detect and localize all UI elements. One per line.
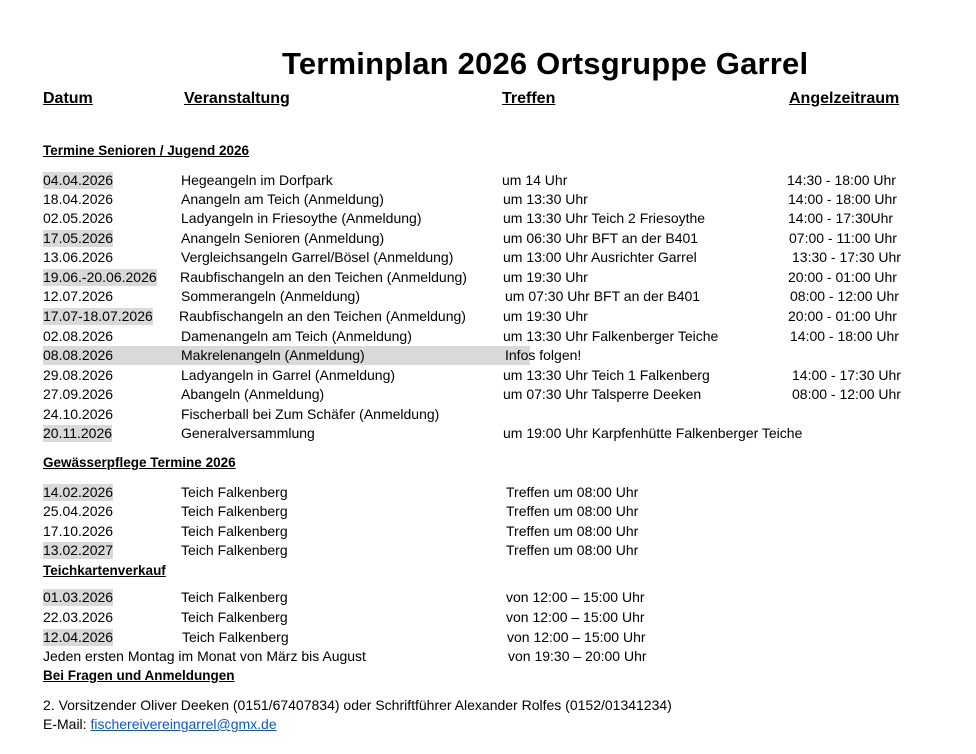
maintenance-place: Teich Falkenberg bbox=[181, 542, 288, 558]
event-row bbox=[0, 268, 976, 287]
maintenance-meet: Treffen um 08:00 Uhr bbox=[506, 484, 639, 500]
ticket-sale-row bbox=[0, 588, 976, 607]
event-name: Hegeangeln im Dorfpark bbox=[181, 172, 333, 188]
ticket-sale-row bbox=[0, 608, 976, 627]
maintenance-meet: Treffen um 08:00 Uhr bbox=[506, 503, 639, 519]
event-row bbox=[0, 424, 976, 443]
ticket-sale-time: von 12:00 – 15:00 Uhr bbox=[507, 629, 646, 645]
maintenance-date: 13.02.2027 bbox=[43, 542, 114, 558]
event-name: Ladyangeln in Garrel (Anmeldung) bbox=[181, 367, 396, 383]
maintenance-place: Teich Falkenberg bbox=[181, 503, 288, 519]
section-senioren-jugend: Termine Senioren / Jugend 2026 bbox=[43, 143, 250, 158]
event-time: 08:00 - 12:00 Uhr bbox=[790, 288, 899, 304]
event-meet: um 14 Uhr bbox=[502, 172, 568, 188]
event-time: 20:00 - 01:00 Uhr bbox=[788, 308, 897, 324]
event-date: 20.11.2026 bbox=[43, 425, 113, 441]
event-meet: um 13:30 Uhr bbox=[503, 191, 588, 207]
maintenance-place: Teich Falkenberg bbox=[181, 523, 288, 539]
maintenance-row bbox=[0, 502, 976, 521]
event-name: Fischerball bei Zum Schäfer (Anmeldung) bbox=[181, 406, 440, 422]
event-meet: Infos folgen! bbox=[505, 347, 582, 363]
event-date: 27.09.2026 bbox=[43, 386, 114, 402]
header-veranstaltung: Veranstaltung bbox=[184, 90, 290, 107]
event-time: 13:30 - 17:30 Uhr bbox=[792, 249, 901, 265]
maintenance-meet: Treffen um 08:00 Uhr bbox=[506, 542, 639, 558]
event-time: 14:00 - 18:00 Uhr bbox=[788, 191, 897, 207]
event-date: 19.06.-20.06.2026 bbox=[43, 269, 157, 285]
event-row bbox=[0, 366, 976, 385]
event-row bbox=[0, 209, 976, 228]
ticket-sale-time: von 12:00 – 15:00 Uhr bbox=[506, 609, 645, 625]
contact-line: 2. Vorsitzender Oliver Deeken (0151/67407834) oder Schriftführer Alexander Rolfes (0152/01341234) bbox=[43, 697, 672, 713]
event-date: 17.07-18.07.2026 bbox=[43, 308, 153, 324]
event-date: 12.07.2026 bbox=[43, 288, 114, 304]
event-row bbox=[0, 171, 976, 190]
email-line bbox=[43, 716, 277, 733]
maintenance-row bbox=[0, 483, 976, 502]
email-label: E-Mail: bbox=[43, 716, 91, 732]
ticket-sale-place: Teich Falkenberg bbox=[181, 589, 288, 605]
maintenance-place: Teich Falkenberg bbox=[181, 484, 288, 500]
ticket-sale-row bbox=[0, 628, 976, 647]
event-time: 14:00 - 17:30 Uhr bbox=[792, 367, 901, 383]
event-date: 04.04.2026 bbox=[43, 172, 114, 188]
event-name: Damenangeln am Teich (Anmeldung) bbox=[181, 328, 412, 344]
event-meet: um 13:30 Uhr Teich 1 Falkenberg bbox=[503, 367, 710, 383]
maintenance-row bbox=[0, 522, 976, 541]
event-meet: um 19:30 Uhr bbox=[503, 308, 588, 324]
ticket-sale-date: 01.03.2026 bbox=[43, 589, 114, 605]
event-row bbox=[0, 287, 976, 306]
ticket-sale-date: 12.04.2026 bbox=[43, 629, 114, 645]
event-date: 29.08.2026 bbox=[43, 367, 114, 383]
event-time: 14:30 - 18:00 Uhr bbox=[787, 172, 896, 188]
event-name: Anangeln am Teich (Anmeldung) bbox=[181, 191, 384, 207]
event-row-highlighted bbox=[0, 346, 976, 365]
event-meet: um 13:00 Uhr Ausrichter Garrel bbox=[503, 249, 697, 265]
monthly-sale-text: Jeden ersten Montag im Monat von März bis August bbox=[43, 648, 366, 664]
event-time: 14:00 - 17:30Uhr bbox=[788, 210, 894, 226]
maintenance-date: 14.02.2026 bbox=[43, 484, 114, 500]
event-meet: um 19:00 Uhr Karpfenhütte Falkenberger Teiche bbox=[503, 425, 803, 441]
event-date: 13.06.2026 bbox=[43, 249, 114, 265]
event-date: 08.08.2026 bbox=[43, 347, 114, 363]
email-link[interactable]: fischereivereingarrel@gmx.de bbox=[90, 716, 277, 732]
event-name: Anangeln Senioren (Anmeldung) bbox=[181, 230, 385, 246]
event-meet: um 19:30 Uhr bbox=[503, 269, 588, 285]
event-time: 08:00 - 12:00 Uhr bbox=[792, 386, 901, 402]
section-gewaesserpflege: Gewässerpflege Termine 2026 bbox=[43, 455, 236, 470]
event-row bbox=[0, 307, 976, 326]
event-date: 18.04.2026 bbox=[43, 191, 114, 207]
event-row bbox=[0, 385, 976, 404]
ticket-sale-time: von 12:00 – 15:00 Uhr bbox=[506, 589, 645, 605]
event-row bbox=[0, 190, 976, 209]
maintenance-date: 25.04.2026 bbox=[43, 503, 114, 519]
event-name: Ladyangeln in Friesoythe (Anmeldung) bbox=[181, 210, 422, 226]
section-fragen: Bei Fragen und Anmeldungen bbox=[43, 668, 235, 683]
maintenance-meet: Treffen um 08:00 Uhr bbox=[506, 523, 639, 539]
event-row bbox=[0, 405, 976, 424]
ticket-sale-date: 22.03.2026 bbox=[43, 609, 114, 625]
event-name: Raubfischangeln an den Teichen (Anmeldung) bbox=[179, 308, 466, 324]
event-time: 20:00 - 01:00 Uhr bbox=[788, 269, 897, 285]
event-row bbox=[0, 229, 976, 248]
event-name: Generalversammlung bbox=[181, 425, 315, 441]
header-datum: Datum bbox=[43, 90, 93, 107]
event-meet: um 13:30 Uhr Teich 2 Friesoythe bbox=[503, 210, 706, 226]
event-row bbox=[0, 248, 976, 267]
event-row bbox=[0, 327, 976, 346]
event-meet: um 07:30 Uhr BFT an der B401 bbox=[505, 288, 701, 304]
page-title: Terminplan 2026 Ortsgruppe Garrel bbox=[282, 46, 809, 81]
event-meet: um 07:30 Uhr Talsperre Deeken bbox=[503, 386, 702, 402]
header-angelzeitraum: Angelzeitraum bbox=[789, 90, 900, 107]
event-date: 02.05.2026 bbox=[43, 210, 114, 226]
event-time: 14:00 - 18:00 Uhr bbox=[790, 328, 899, 344]
event-name: Raubfischangeln an den Teichen (Anmeldung) bbox=[180, 269, 467, 285]
event-meet: um 13:30 Uhr Falkenberger Teiche bbox=[503, 328, 719, 344]
event-date: 24.10.2026 bbox=[43, 406, 114, 422]
header-treffen: Treffen bbox=[502, 90, 556, 107]
monthly-sale-time: von 19:30 – 20:00 Uhr bbox=[508, 648, 647, 664]
event-time: 07:00 - 11:00 Uhr bbox=[789, 230, 897, 246]
event-name: Abangeln (Anmeldung) bbox=[181, 386, 325, 402]
event-name: Sommerangeln (Anmeldung) bbox=[181, 288, 360, 304]
event-date: 17.05.2026 bbox=[43, 230, 114, 246]
monthly-sale-row bbox=[0, 647, 976, 666]
event-meet: um 06:30 Uhr BFT an der B401 bbox=[503, 230, 699, 246]
event-date: 02.08.2026 bbox=[43, 328, 114, 344]
section-teichkartenverkauf: Teichkartenverkauf bbox=[43, 563, 166, 578]
ticket-sale-place: Teich Falkenberg bbox=[181, 609, 288, 625]
ticket-sale-place: Teich Falkenberg bbox=[182, 629, 289, 645]
event-name: Makrelenangeln (Anmeldung) bbox=[181, 347, 365, 363]
maintenance-row bbox=[0, 541, 976, 560]
event-name: Vergleichsangeln Garrel/Bösel (Anmeldung) bbox=[181, 249, 454, 265]
maintenance-date: 17.10.2026 bbox=[43, 523, 114, 539]
